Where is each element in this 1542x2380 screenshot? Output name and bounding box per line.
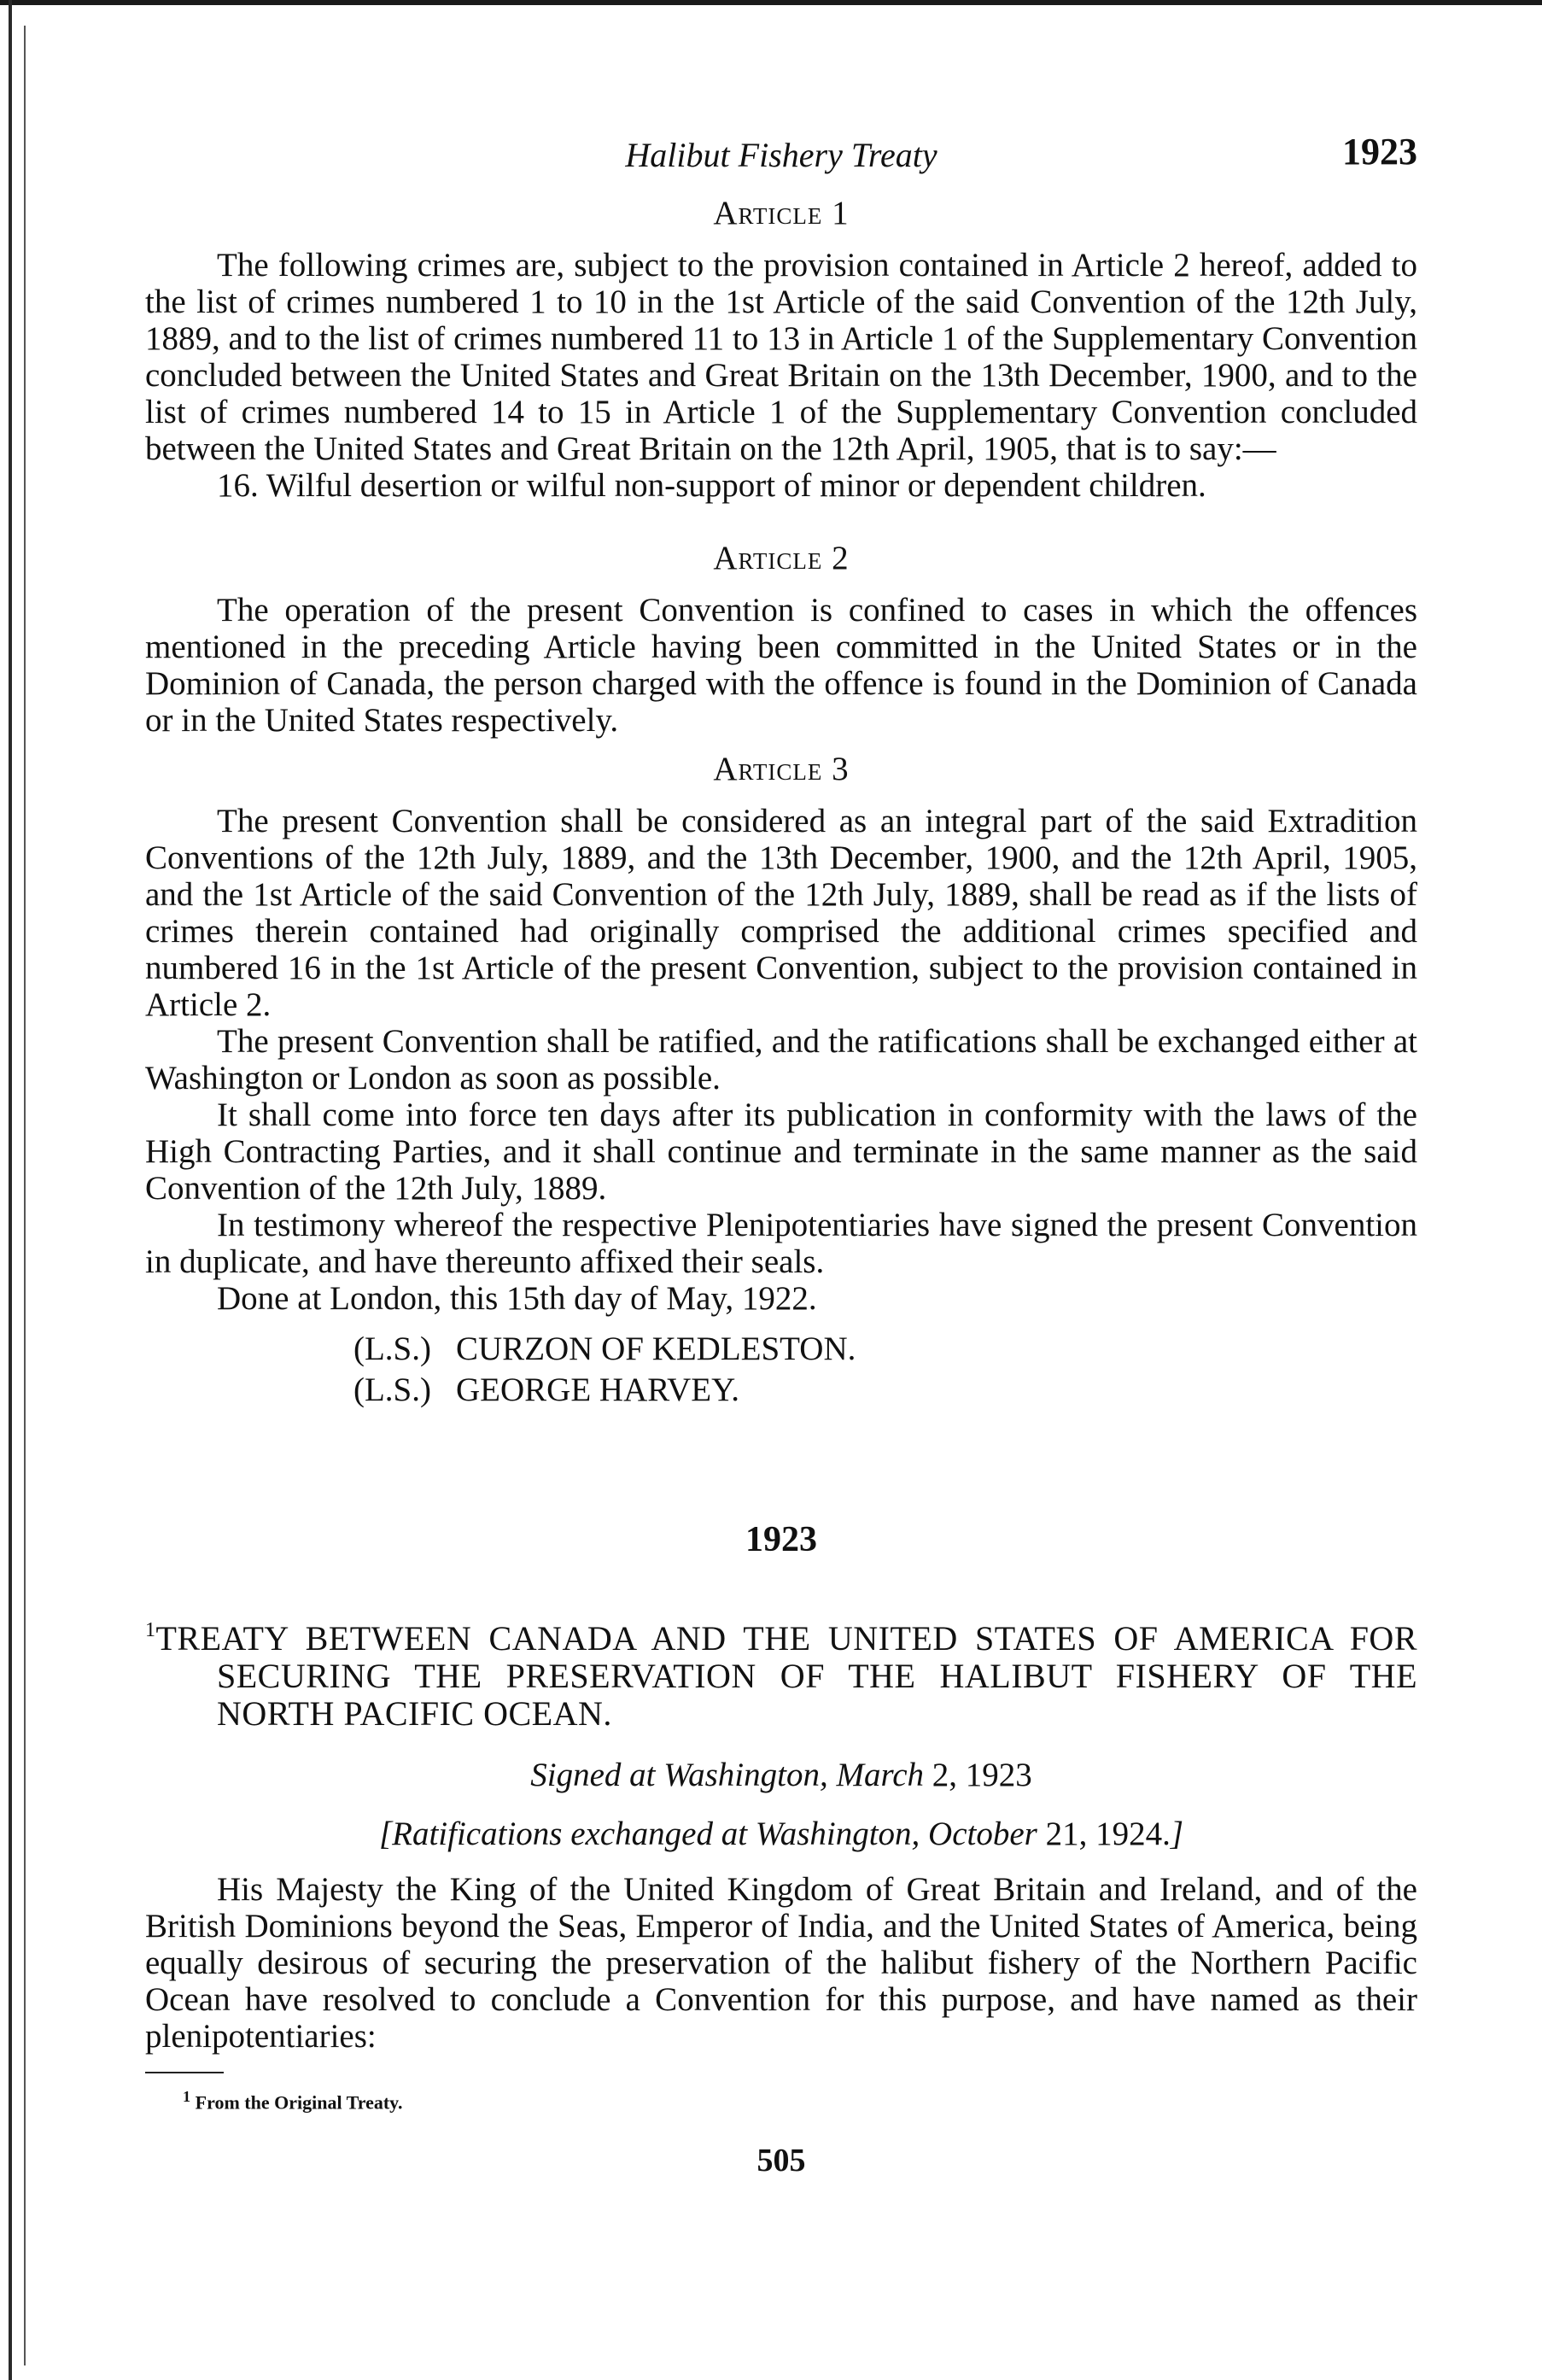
signatory-name: CURZON OF KEDLESTON. [456,1330,856,1367]
article-2-text: The operation of the present Convention is confined to cases in which the offences mentioned in the preceding Article having been committed in the United States or in the Dominion of Canada, the person charged with the offence is found in the Dominion of Canada or in the United States respectively. [145,592,1417,739]
article-3 [145,751,1417,1317]
article-1-heading: Article 1 [713,195,850,231]
treaty-title-text: TREATY BETWEEN CANADA AND THE UNITED STATES OF AMERICA FOR SECURING THE PRESERVATION OF THE HALIBUT FISHERY OF THE NORTH PACIFIC OCEAN. [155,1619,1417,1733]
article-3-paragraph: The present Convention shall be considered as an integral part of the said Extradition Conventions of the 12th July, 1889, and the 13th December, 1900, and the 12th April, 1905, and the 1st Article of the said Convention of the 12th July, 1889, shall be read as if the lists of crimes therein contained had originally comprised the additional crimes specified and numbered 16 in the 1st Article of the present Convention, subject to the provision contained in Article 2. [145,803,1417,1023]
signature-line [353,1370,1417,1411]
article-3-paragraph: It shall come into force ten days after its publication in conformity with the laws of the High Contracting Parties, and it shall continue and terminate in the same manner as the said Convention of the 12th July, 1889. [145,1096,1417,1207]
scan-binding-edge [24,26,26,2365]
signed-line [145,1757,1417,1793]
scan-top-border [0,0,1542,5]
article-2 [145,540,1417,739]
seal-mark: (L.S.) [353,1330,431,1367]
article-3-paragraph: Done at London, this 15th day of May, 1922. [217,1280,817,1317]
running-head-title: Halibut Fishery Treaty [625,136,937,174]
footnote-reference: 1 [145,1619,156,1641]
footnote [145,2085,1417,2114]
document-page [145,120,1417,2179]
article-1 [145,195,1417,504]
signed-label: Signed at Washington, March [530,1757,924,1793]
footnote-mark: 1 [183,2088,191,2105]
signature-line [353,1329,1417,1370]
article-3-paragraph: The present Convention shall be ratified, and the ratifications shall be exchanged either at Washington or London as soon as possible. [145,1023,1417,1096]
footnote-text: From the Original Treaty. [195,2091,403,2114]
ratified-date: 21, 1924. [1045,1816,1171,1852]
article-3-paragraph: In testimony whereof the respective Plenipotentiaries have signed the present Convention in duplicate, and have thereunto affixed their seals. [145,1207,1417,1280]
treaty-preamble: His Majesty the King of the United Kingdom of Great Britain and Ireland, and of the British Dominions beyond the Seas, Emperor of India, and the United States of America, being equally desirous of securing the preservation of the halibut fishery of the Northern Pacific Ocean have resolved to conclude a Convention for this purpose, and have named as their plenipotentiaries: [145,1871,1417,2055]
treaty-title [145,1620,1417,1733]
signature-block [353,1329,1417,1411]
article-1-item-16: 16. Wilful desertion or wilful non-support of minor or dependent children. [217,467,1206,504]
running-head-year: 1923 [1342,131,1417,173]
footnote-divider [145,2072,224,2073]
page-number: 505 [756,2143,806,2179]
scan-left-edge [9,0,12,2380]
signed-date: 2, 1923 [932,1757,1032,1793]
article-3-heading: Article 3 [713,751,850,787]
signatory-name: GEORGE HARVEY. [456,1371,739,1408]
article-2-heading: Article 2 [713,540,850,576]
article-1-text: The following crimes are, subject to the provision contained in Article 2 hereof, added to the list of crimes numbered 1 to 10 in the 1st Article of the said Convention of the 12th July, 1889, and to the list of crimes numbered 11 to 13 in Article 1 of the Supplementary Convention concluded between the United States and Great Britain on the 13th December, 1900, and to the list of crimes numbered 14 to 15 in Article 1 of the Supplementary Convention concluded between the United States and Great Britain on the 12th April, 1905, that is to say:— [145,247,1417,467]
seal-mark: (L.S.) [353,1371,431,1408]
ratification-line: [Ratifications exchanged at Washington, October 21, 1924.] [378,1816,1184,1852]
running-head [145,120,1417,174]
ratified-label: Ratifications exchanged at Washington, October [392,1816,1037,1852]
treaty-year-heading: 1923 [745,1520,817,1559]
